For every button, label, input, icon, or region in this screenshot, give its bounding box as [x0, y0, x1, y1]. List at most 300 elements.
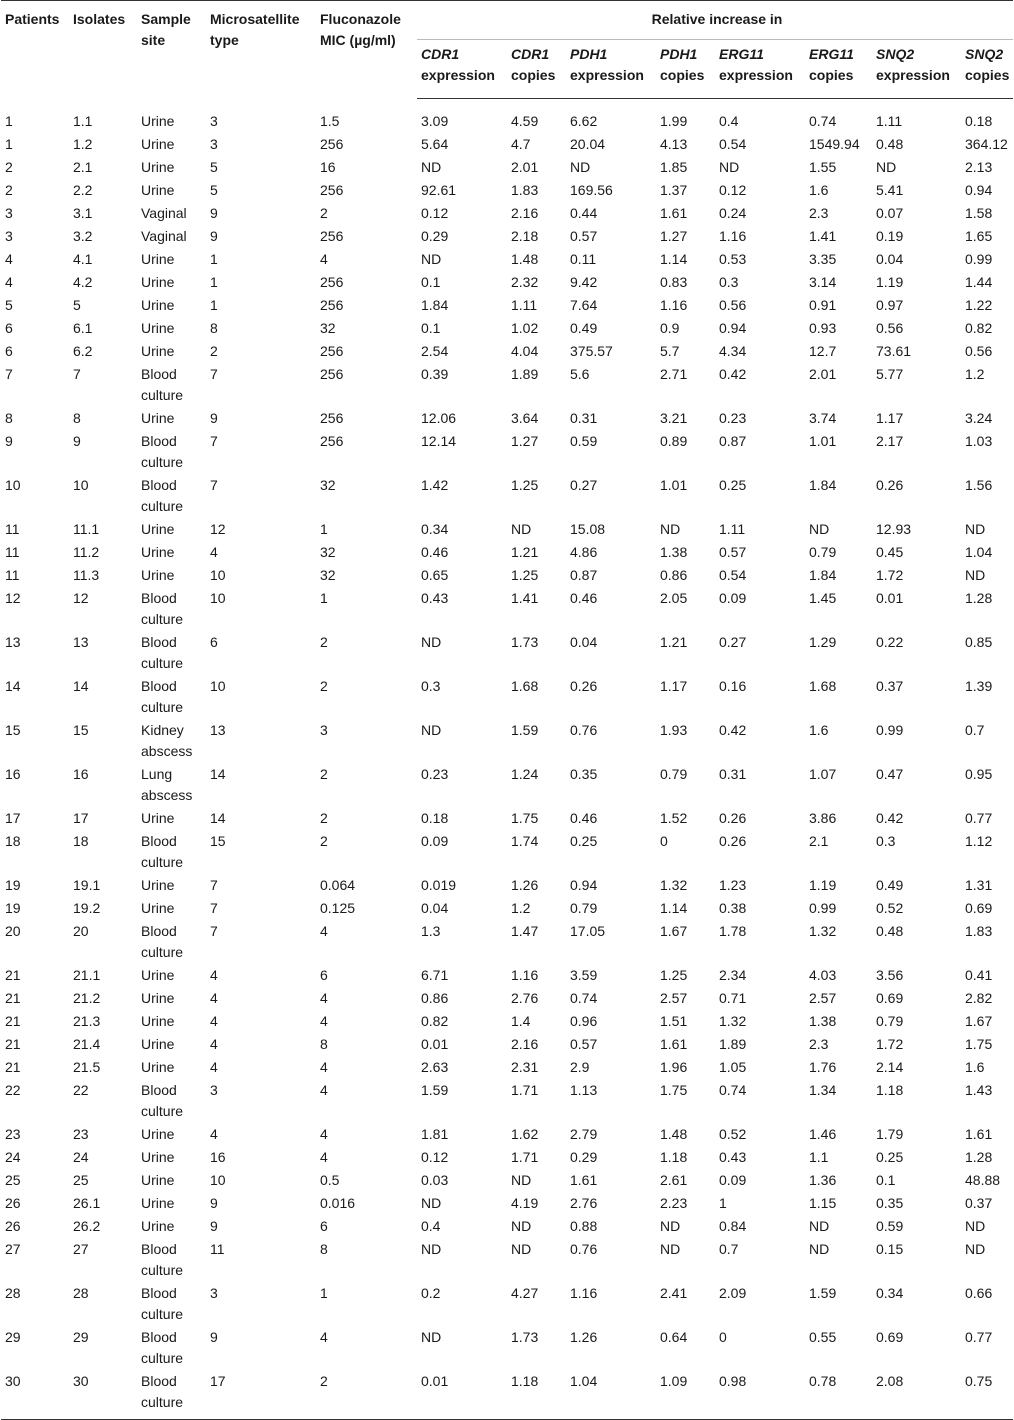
table-cell: 1.79 [876, 1126, 904, 1142]
table-cell: 12.14 [421, 433, 457, 449]
table-cell: ND [965, 521, 986, 537]
table-row [1, 157, 1013, 180]
table-cell: 17 [5, 810, 21, 826]
table-cell: 4.59 [511, 113, 539, 129]
table-cell: 0.3 [719, 274, 739, 290]
table-cell: 1.2 [511, 900, 531, 916]
table-cell: 0.64 [660, 1329, 688, 1345]
table-cell: 18 [73, 833, 89, 849]
table-cell: Lung abscess [141, 766, 193, 803]
table-cell: 4.27 [511, 1285, 539, 1301]
table-cell: Urine [141, 1036, 175, 1052]
table-cell: 0.97 [876, 297, 904, 313]
table-cell: 1.56 [965, 477, 993, 493]
table-cell: 1.31 [965, 877, 993, 893]
table-cell: 8 [320, 1241, 328, 1257]
table-cell: 1.26 [570, 1329, 598, 1345]
table-cell: 3.21 [660, 410, 688, 426]
table-cell: 3 [210, 1082, 218, 1098]
table-cell: 2.13 [965, 159, 993, 175]
table-cell: ND [511, 521, 532, 537]
table-cell: 2.3 [809, 1036, 829, 1052]
table-cell: 9 [210, 1195, 218, 1211]
table-cell: 19.1 [73, 877, 101, 893]
table-cell: 1 [5, 136, 13, 152]
table-cell: Urine [141, 567, 175, 583]
measure-kind: expression [421, 67, 495, 83]
table-cell: 2 [320, 634, 328, 650]
table-cell: 0.22 [876, 634, 904, 650]
table-cell: 1.48 [660, 1126, 688, 1142]
table-cell: 4 [210, 1059, 218, 1075]
table-row [1, 764, 1013, 808]
table-cell: 1.21 [660, 634, 688, 650]
table-cell: 1.19 [809, 877, 837, 893]
table-row [1, 1283, 1013, 1327]
table-cell: ND [660, 521, 681, 537]
table-cell: 0.91 [809, 297, 837, 313]
table-cell: 1.21 [511, 544, 539, 560]
table-row [1, 1124, 1013, 1147]
table-cell: 9 [210, 205, 218, 221]
table-cell: 1.44 [965, 274, 993, 290]
gene-name: PDH1 [570, 46, 608, 62]
table-cell: 1.17 [660, 678, 688, 694]
table-cell: 0.27 [570, 477, 598, 493]
table-cell: 1.16 [570, 1285, 598, 1301]
table-cell: 0.94 [570, 877, 598, 893]
measure-kind: expression [570, 67, 644, 83]
table-cell: 1.37 [660, 182, 688, 198]
table-cell: 1.93 [660, 722, 688, 738]
table-cell: Blood culture [141, 1373, 184, 1410]
table-cell: 6.62 [570, 113, 598, 129]
table-row [1, 1011, 1013, 1034]
table-cell: 0.15 [876, 1241, 904, 1257]
table-cell: 4 [5, 274, 13, 290]
table-cell: 6 [320, 967, 328, 983]
table-cell: 0.31 [719, 766, 747, 782]
table-cell: 17 [210, 1373, 226, 1389]
table-cell: 5.77 [876, 366, 904, 382]
table-row [1, 134, 1013, 157]
table-cell: 0.86 [660, 567, 688, 583]
table-cell: Urine [141, 251, 175, 267]
table-cell: 11 [5, 521, 20, 537]
table-row [1, 1034, 1013, 1057]
table-cell: 1.14 [660, 251, 688, 267]
table-row [1, 408, 1013, 431]
table-cell: 2.05 [660, 590, 688, 606]
table-cell: 4 [320, 923, 328, 939]
table-cell: Urine [141, 521, 175, 537]
table-cell: 0.01 [421, 1373, 449, 1389]
table-cell: 0.27 [719, 634, 747, 650]
table-cell: 1.4 [511, 1013, 531, 1029]
table-cell: 0.04 [570, 634, 598, 650]
table-cell: 0.74 [809, 113, 837, 129]
table-cell: 2.1 [809, 833, 829, 849]
table-cell: 1.05 [719, 1059, 747, 1075]
table-cell: 0.56 [719, 297, 747, 313]
table-cell: Blood culture [141, 366, 184, 403]
table-row [1, 1170, 1013, 1193]
table-cell: 0.76 [570, 722, 598, 738]
table-cell: 28 [5, 1285, 21, 1301]
table-cell: 1.14 [660, 900, 688, 916]
table-cell: 11 [5, 567, 20, 583]
table-cell: 32 [320, 544, 336, 560]
table-cell: 1.67 [660, 923, 688, 939]
table-cell: 0.46 [570, 590, 598, 606]
table-cell: Urine [141, 320, 175, 336]
table-cell: 1.78 [719, 923, 747, 939]
table-cell: 0.42 [719, 366, 747, 382]
table-cell: 24 [5, 1149, 21, 1165]
table-cell: Blood culture [141, 1241, 184, 1278]
table-cell: 2.17 [876, 433, 904, 449]
gene-name: CDR1 [511, 46, 550, 62]
table-cell: 14 [210, 766, 226, 782]
table-cell: 0.31 [570, 410, 598, 426]
table-cell: Blood culture [141, 590, 184, 627]
table-cell: 0.57 [570, 1036, 598, 1052]
table-cell: 1.41 [511, 590, 539, 606]
table-cell: 1 [719, 1195, 727, 1211]
table-cell: 1 [320, 521, 328, 537]
table-cell: 0.57 [570, 228, 598, 244]
table-cell: 0.48 [876, 923, 904, 939]
table-cell: 0.66 [965, 1285, 993, 1301]
table-cell: 4 [320, 1059, 328, 1075]
table-cell: 0.46 [421, 544, 449, 560]
table-row [1, 676, 1013, 720]
table-cell: 6 [320, 1218, 328, 1234]
table-cell: 0.125 [320, 900, 356, 916]
table-cell: 0.34 [876, 1285, 904, 1301]
table-cell: ND [511, 1241, 532, 1257]
table-cell: 0.1 [421, 320, 441, 336]
table-cell: Blood culture [141, 833, 184, 870]
table-cell: 0.7 [719, 1241, 739, 1257]
table-cell: 21 [5, 1059, 21, 1075]
table-cell: 8 [5, 410, 13, 426]
table-cell: 2.08 [876, 1373, 904, 1389]
table-cell: 4 [320, 1082, 328, 1098]
table-cell: 1.81 [421, 1126, 449, 1142]
table-cell: 3.64 [511, 410, 539, 426]
table-cell: 0.79 [876, 1013, 904, 1029]
table-cell: 1.52 [660, 810, 688, 826]
table-cell: 1.11 [719, 521, 746, 537]
table-cell: Urine [141, 544, 175, 560]
table-cell: 0.4 [421, 1218, 441, 1234]
table-cell: 0.064 [320, 877, 356, 893]
table-cell: 29 [5, 1329, 21, 1345]
table-cell: 4.34 [719, 343, 747, 359]
header-pdh1-copies [656, 40, 715, 99]
table-cell: 1.89 [511, 366, 539, 382]
table-cell: 2.16 [511, 1036, 539, 1052]
gene-name: CDR1 [421, 46, 460, 62]
table-cell: ND [809, 1241, 830, 1257]
table-cell: Urine [141, 1013, 175, 1029]
table-cell: 1.59 [809, 1285, 837, 1301]
table-cell: 1 [5, 112, 13, 129]
table-cell: 1.03 [965, 433, 993, 449]
table-cell: 1.99 [660, 113, 688, 129]
table-cell: 10 [73, 477, 89, 493]
table-cell: 1.28 [965, 590, 993, 606]
measure-kind: copies [660, 67, 705, 83]
table-cell: 32 [320, 477, 336, 493]
table-cell: 2.63 [421, 1059, 449, 1075]
table-cell: 7 [210, 477, 218, 493]
gene-name: ERG11 [719, 46, 764, 62]
table-cell: 7 [5, 366, 13, 382]
table-body [1, 99, 1013, 1420]
table-cell: 0.19 [876, 228, 904, 244]
table-cell: 0.04 [421, 900, 449, 916]
table-cell: 3.56 [876, 967, 904, 983]
table-cell: 4 [320, 1126, 328, 1142]
table-cell: ND [965, 1218, 986, 1234]
table-cell: 1.11 [876, 113, 903, 129]
table-cell: 0.1 [421, 274, 441, 290]
table-cell: 0.99 [876, 722, 904, 738]
table-cell: Urine [141, 159, 175, 175]
table-cell: 22 [5, 1082, 21, 1098]
header-sample-site: Sample site [141, 11, 191, 48]
table-cell: 1.67 [965, 1013, 993, 1029]
table-cell: 9 [210, 1329, 218, 1345]
header-pdh1-expression [566, 40, 656, 99]
table-cell: ND [809, 521, 830, 537]
table-cell: Blood culture [141, 1285, 184, 1322]
table-cell: 1.85 [660, 159, 688, 175]
table-cell: 2.3 [809, 205, 829, 221]
table-cell: 0.79 [570, 900, 598, 916]
table-cell: ND [511, 1172, 532, 1188]
table-row [1, 898, 1013, 921]
table-cell: 3 [320, 722, 328, 738]
table-cell: 0.016 [320, 1195, 356, 1211]
table-cell: 0.26 [876, 477, 904, 493]
table-cell: 15 [73, 722, 89, 738]
table-cell: 0.96 [570, 1013, 598, 1029]
table-cell: 0.5 [320, 1172, 340, 1188]
table-cell: 0.71 [719, 990, 747, 1006]
table-cell: 1.32 [660, 877, 688, 893]
table-cell: 2 [320, 678, 328, 694]
table-cell: 1.84 [809, 477, 837, 493]
table-cell: 12.7 [809, 343, 837, 359]
table-cell: 0.23 [719, 410, 747, 426]
table-cell: 1.18 [876, 1082, 904, 1098]
table-cell: 0.94 [965, 182, 993, 198]
table-cell: 256 [320, 343, 344, 359]
table-cell: 10 [210, 567, 226, 583]
table-cell: 73.61 [876, 343, 912, 359]
table-row [1, 1057, 1013, 1080]
table-row [1, 249, 1013, 272]
table-row [1, 475, 1013, 519]
table-cell: 169.56 [570, 182, 613, 198]
table-cell: 0.12 [421, 1149, 449, 1165]
table-cell: 0.55 [809, 1329, 837, 1345]
header-snq2-copies [961, 40, 1013, 99]
table-cell: 3.2 [73, 228, 93, 244]
table-cell: 0.04 [876, 251, 904, 267]
table-cell: 7.64 [570, 297, 598, 313]
table-cell: 92.61 [421, 182, 457, 198]
table-cell: 2.71 [660, 366, 688, 382]
table-row [1, 808, 1013, 831]
table-cell: 1.16 [660, 297, 688, 313]
table-cell: 21.5 [73, 1059, 101, 1075]
table-cell: 3.74 [809, 410, 837, 426]
table-cell: 1.38 [660, 544, 688, 560]
table-cell: ND [876, 159, 897, 175]
header-fluconazole-mic: Fluconazole MIC (µg/ml) [320, 11, 401, 48]
table-cell: 16 [320, 159, 336, 175]
table-cell: 30 [73, 1373, 89, 1389]
table-cell: 1.38 [809, 1013, 837, 1029]
table-cell: 7 [210, 877, 218, 893]
table-cell: 1.25 [660, 967, 688, 983]
table-cell: 13 [73, 634, 89, 650]
table-cell: ND [660, 1241, 681, 1257]
table-cell: Urine [141, 1059, 175, 1075]
table-cell: 21 [5, 967, 21, 983]
table-cell: 2.57 [660, 990, 688, 1006]
table-cell: 2.1 [73, 159, 93, 175]
table-cell: 2.14 [876, 1059, 904, 1075]
table-cell: 48.88 [965, 1172, 1001, 1188]
table-cell: 256 [320, 433, 344, 449]
table-row [1, 875, 1013, 898]
table-cell: 1.18 [511, 1373, 539, 1389]
table-cell: 0.18 [421, 810, 449, 826]
table-cell: 0.47 [876, 766, 904, 782]
table-cell: 1.27 [660, 228, 688, 244]
table-cell: 3 [5, 205, 13, 221]
table-cell: 12.93 [876, 521, 912, 537]
table-cell: 1.84 [809, 567, 837, 583]
table-cell: Blood culture [141, 433, 184, 470]
table-cell: 0.42 [719, 722, 747, 738]
table-cell: 4.04 [511, 343, 539, 359]
data-table [1, 0, 1013, 1420]
header-relative-increase: Relative increase in [417, 1, 1013, 40]
table-row [1, 588, 1013, 632]
table-cell: 1.23 [719, 877, 747, 893]
table-cell: 1.65 [965, 228, 993, 244]
table-cell: 0.76 [570, 1241, 598, 1257]
table-cell: 0.29 [570, 1149, 598, 1165]
table-cell: 1.68 [511, 678, 539, 694]
table-cell: 21.4 [73, 1036, 101, 1052]
table-cell: Urine [141, 112, 175, 129]
table-cell: 1.02 [511, 320, 539, 336]
table-row [1, 180, 1013, 203]
header-cdr1-copies [507, 40, 566, 99]
table-cell: 0.87 [570, 567, 598, 583]
table-cell: 23 [73, 1126, 89, 1142]
table-header [1, 1, 1013, 99]
table-row [1, 965, 1013, 988]
table-cell: 21 [5, 1013, 21, 1029]
table-cell: 1.84 [421, 297, 449, 313]
table-cell: 7 [210, 433, 218, 449]
table-cell: Urine [141, 900, 175, 916]
table-cell: 4 [320, 1329, 328, 1345]
table-cell: 0.34 [421, 521, 449, 537]
table-cell: Blood culture [141, 923, 184, 960]
table-cell: 1.07 [809, 766, 837, 782]
table-cell: 3 [210, 136, 218, 152]
table-cell: 1.17 [876, 410, 904, 426]
table-cell: Urine [141, 1149, 175, 1165]
table-cell: Urine [141, 343, 175, 359]
table-cell: 15 [5, 722, 21, 738]
table-cell: 4 [320, 1149, 328, 1165]
table-cell: 0.48 [876, 136, 904, 152]
table-cell: 21 [5, 990, 21, 1006]
table-cell: Urine [141, 1126, 175, 1142]
table-cell: Urine [141, 1172, 175, 1188]
table-cell: 28 [73, 1285, 89, 1301]
table-cell: 2.79 [570, 1126, 598, 1142]
table-cell: 3.59 [570, 967, 598, 983]
table-cell: 0.3 [421, 678, 441, 694]
table-cell: 1.41 [809, 228, 837, 244]
table-row [1, 720, 1013, 764]
table-cell: Urine [141, 990, 175, 1006]
table-cell: 0.12 [719, 182, 747, 198]
table-cell: 0.49 [570, 320, 598, 336]
table-cell: 2 [210, 343, 218, 359]
table-cell: 1.5 [320, 112, 340, 129]
table-cell: 1.96 [660, 1059, 688, 1075]
table-cell: 1.12 [965, 833, 993, 849]
table-cell: 0.43 [421, 590, 449, 606]
table-cell: 4.7 [511, 136, 531, 152]
table-row [1, 364, 1013, 408]
table-cell: 1.75 [660, 1082, 688, 1098]
table-cell: 0.74 [719, 1082, 747, 1098]
table-cell: 4 [210, 544, 218, 560]
table-cell: 9 [73, 433, 81, 449]
table-cell: 21 [5, 1036, 21, 1052]
table-cell: 1.48 [511, 251, 539, 267]
table-cell: 1.46 [809, 1126, 837, 1142]
table-cell: 1.51 [660, 1013, 688, 1029]
table-cell: 1.22 [965, 297, 993, 313]
gene-name: SNQ2 [876, 46, 915, 62]
table-cell: 7 [210, 900, 218, 916]
table-cell: 1.29 [809, 634, 837, 650]
table-row [1, 1239, 1013, 1283]
measure-kind: copies [809, 67, 854, 83]
table-cell: 9.42 [570, 274, 598, 290]
table-cell: 0.39 [421, 366, 449, 382]
table-cell: 0.69 [876, 1329, 904, 1345]
table-cell: Urine [141, 810, 175, 826]
table-cell: 0.01 [876, 590, 904, 606]
table-cell: 0.79 [660, 766, 688, 782]
table-cell: 2 [320, 766, 328, 782]
